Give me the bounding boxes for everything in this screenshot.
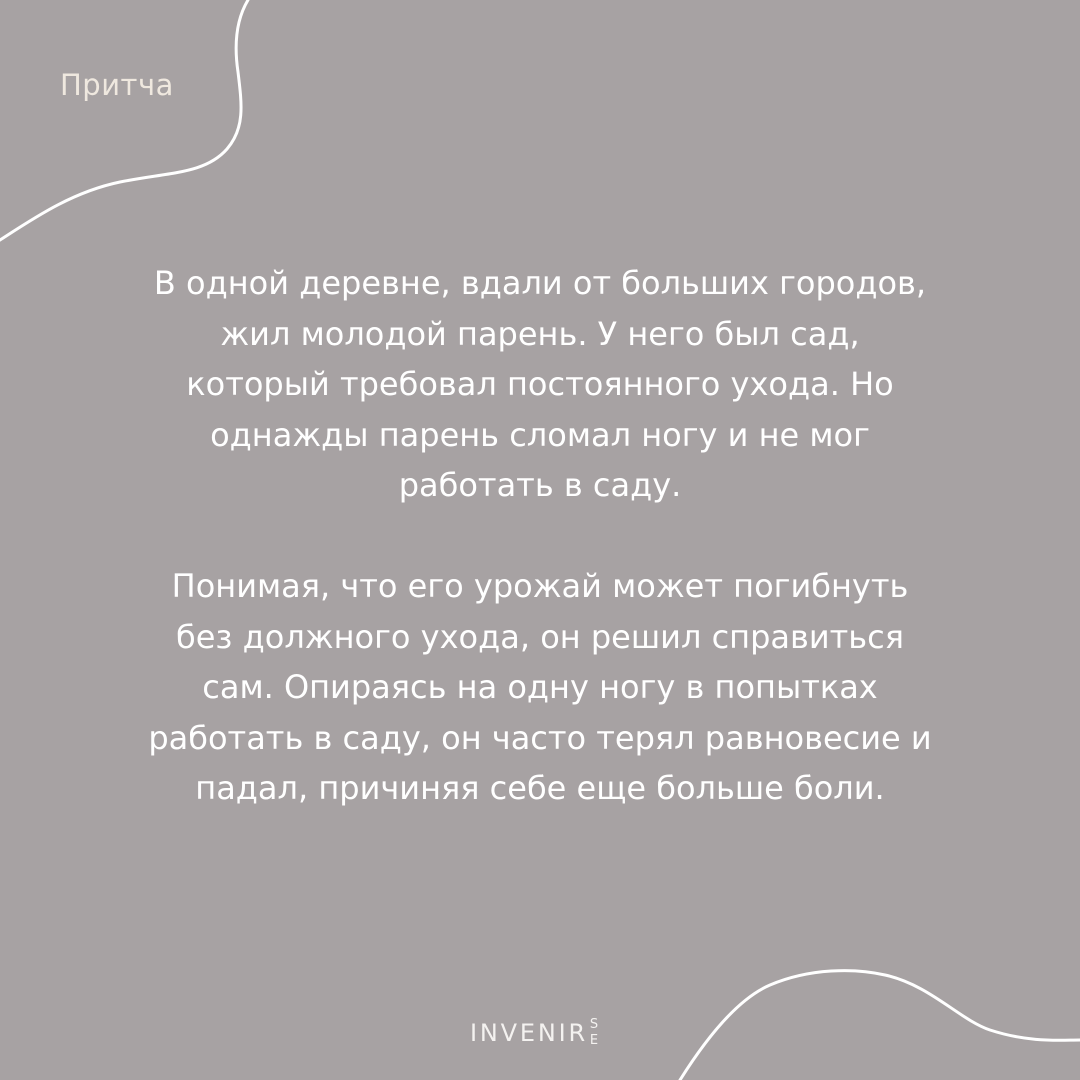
brand-letter-e: E	[589, 1033, 599, 1048]
paragraph-1	[50, 258, 1030, 511]
text-line: падал, причиняя себе еще больше боли.	[195, 769, 885, 807]
bottom-right-curve	[680, 971, 1080, 1080]
brand-stacked-letters	[590, 1017, 598, 1049]
text-line: В одной деревне, вдали от больших городов,	[153, 264, 927, 302]
text-line: без должного ухода, он решил справиться	[176, 617, 904, 656]
text-line: работать в саду, он часто терял равновесие и	[148, 718, 932, 757]
text-line: Понимая, что его урожай может погибнуть	[171, 567, 909, 605]
text-line: который требовал постоянного ухода. Но	[186, 365, 894, 403]
top-left-curve	[0, 0, 248, 240]
story-text	[50, 258, 1030, 814]
brand-logo	[470, 1012, 598, 1054]
brand-name: INVENIR	[470, 1019, 588, 1047]
text-line: жил молодой парень. У него был сад,	[220, 314, 860, 353]
text-line: работать в саду.	[398, 466, 682, 504]
category-label: Притча	[60, 68, 174, 102]
paragraph-2	[50, 561, 1030, 814]
brand-letter-s: S	[589, 1017, 599, 1032]
text-line: сам. Опираясь на одну ногу в попытках	[202, 668, 878, 706]
text-line: однажды парень сломал ногу и не мог	[210, 415, 870, 454]
